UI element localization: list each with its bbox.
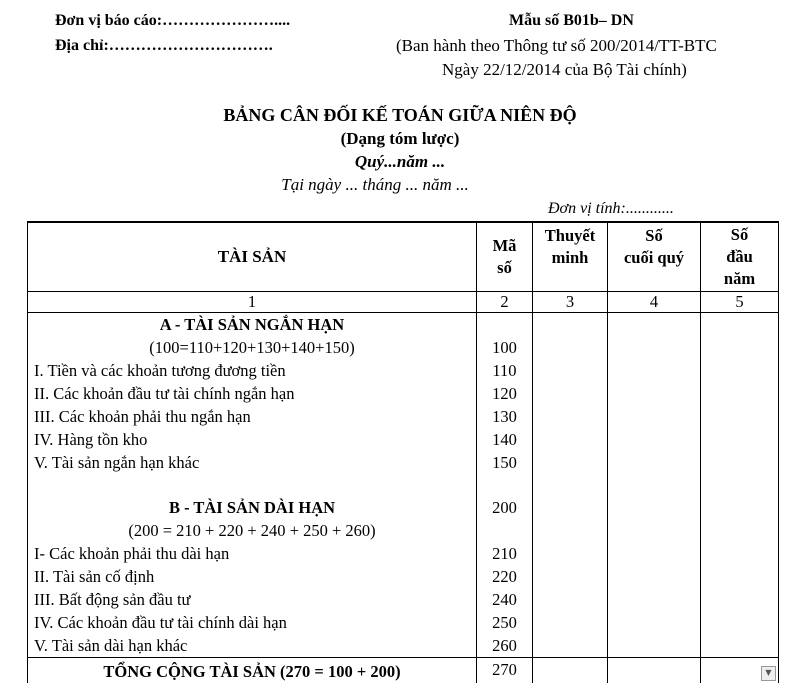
row-label: IV. Hàng tồn kho (28, 428, 477, 451)
row-value-cell (608, 382, 701, 405)
row-value-cell (701, 405, 779, 428)
row-code: 100 (477, 336, 533, 359)
row-value-cell (533, 313, 608, 337)
table-row (28, 565, 779, 588)
col-header-start-year-line: năm (723, 269, 756, 288)
table-row (28, 428, 779, 451)
row-value-cell (701, 359, 779, 382)
col-header-note (533, 222, 608, 292)
row-value-cell (608, 588, 701, 611)
table-row (28, 634, 779, 658)
column-number: 1 (28, 292, 477, 313)
col-header-code (477, 222, 533, 292)
row-label: II. Các khoản đầu tư tài chính ngắn hạn (28, 382, 477, 405)
row-code: 220 (477, 565, 533, 588)
row-value-cell (533, 474, 608, 496)
table-header-row (28, 222, 779, 292)
row-value-cell (701, 658, 779, 684)
row-code: 240 (477, 588, 533, 611)
col-header-end-quarter-line: cuối quý (623, 248, 685, 267)
row-value-cell (608, 565, 701, 588)
period-label: Quý...năm ... (354, 152, 446, 171)
chevron-down-icon[interactable]: ▼ (761, 666, 776, 681)
row-code: 110 (477, 359, 533, 382)
row-code (477, 519, 533, 542)
row-value-cell (608, 474, 701, 496)
row-value-cell (608, 611, 701, 634)
row-value-cell (608, 634, 701, 658)
table-row (28, 359, 779, 382)
col-header-start-year-line: đầu (726, 247, 753, 266)
row-value-cell (608, 658, 701, 684)
row-code: 120 (477, 382, 533, 405)
table-row (28, 496, 779, 519)
row-label: B - TÀI SẢN DÀI HẠN (28, 496, 477, 519)
row-label: II. Tài sản cố định (28, 565, 477, 588)
row-value-cell (701, 519, 779, 542)
row-value-cell (533, 565, 608, 588)
row-value-cell (608, 451, 701, 474)
document-subtitle: (Dạng tóm lược) (340, 129, 460, 148)
row-value-cell (701, 382, 779, 405)
column-number: 5 (701, 292, 779, 313)
col-header-code-line: số (497, 258, 512, 277)
table-row (28, 405, 779, 428)
row-label: IV. Các khoản đầu tư tài chính dài hạn (28, 611, 477, 634)
col-header-code-line: Mã (492, 236, 517, 255)
issued-by-line2: Ngày 22/12/2014 của Bộ Tài chính) (442, 60, 687, 79)
issued-by-line1: (Ban hành theo Thông tư số 200/2014/TT-BTC (396, 36, 717, 55)
row-value-cell (533, 519, 608, 542)
row-value-cell (701, 428, 779, 451)
row-code (477, 313, 533, 337)
col-header-end-quarter-line: Số (645, 226, 663, 245)
row-value-cell (533, 405, 608, 428)
row-value-cell (701, 336, 779, 359)
row-value-cell (533, 382, 608, 405)
row-value-cell (701, 542, 779, 565)
row-value-cell (533, 451, 608, 474)
document-title: BẢNG CÂN ĐỐI KẾ TOÁN GIỮA NIÊN ĐỘ (223, 105, 577, 125)
table-row (28, 542, 779, 565)
row-code: 250 (477, 611, 533, 634)
row-value-cell (701, 611, 779, 634)
col-header-assets: TÀI SẢN (28, 222, 477, 292)
total-row (28, 658, 779, 684)
row-value-cell (701, 588, 779, 611)
row-value-cell (701, 474, 779, 496)
row-label: (100=110+120+130+140+150) (28, 336, 477, 359)
row-value-cell (533, 428, 608, 451)
col-header-end-quarter (608, 222, 701, 292)
reporting-unit-label: Đơn vị báo cáo:………………….... (55, 12, 291, 29)
row-label (28, 474, 477, 496)
table-row (28, 611, 779, 634)
col-header-start-year-line: Số (730, 225, 749, 244)
row-label: V. Tài sản ngắn hạn khác (28, 451, 477, 474)
table-row (28, 336, 779, 359)
table-row (28, 382, 779, 405)
row-value-cell (608, 359, 701, 382)
row-value-cell (608, 405, 701, 428)
date-label: Tại ngày ... tháng ... năm ... (281, 175, 469, 194)
column-number: 3 (533, 292, 608, 313)
row-code: 270 (477, 658, 533, 684)
table-row (28, 451, 779, 474)
row-code: 260 (477, 634, 533, 658)
row-code: 210 (477, 542, 533, 565)
row-label: I. Tiền và các khoản tương đương tiền (28, 359, 477, 382)
row-value-cell (533, 496, 608, 519)
row-code: 150 (477, 451, 533, 474)
table-row (28, 519, 779, 542)
row-value-cell (608, 313, 701, 337)
row-value-cell (608, 428, 701, 451)
row-value-cell (701, 451, 779, 474)
row-value-cell (701, 565, 779, 588)
row-value-cell (701, 634, 779, 658)
row-value-cell (608, 496, 701, 519)
row-value-cell (533, 658, 608, 684)
column-number: 4 (608, 292, 701, 313)
row-label: III. Bất động sản đầu tư (28, 588, 477, 611)
row-label: A - TÀI SẢN NGẮN HẠN (28, 313, 477, 337)
table-row (28, 474, 779, 496)
table-row (28, 588, 779, 611)
table-row (28, 313, 779, 337)
row-value-cell (533, 588, 608, 611)
address-label: Địa chỉ:…………………………. (55, 37, 273, 54)
row-code: 130 (477, 405, 533, 428)
row-code: 140 (477, 428, 533, 451)
row-value-cell (608, 519, 701, 542)
column-number-row (28, 292, 779, 313)
row-label: III. Các khoản phải thu ngắn hạn (28, 405, 477, 428)
row-label: (200 = 210 + 220 + 240 + 250 + 260) (28, 519, 477, 542)
currency-unit-label: Đơn vị tính:............ (548, 200, 674, 217)
balance-sheet-table (27, 221, 779, 683)
row-value-cell (608, 336, 701, 359)
row-value-cell (533, 359, 608, 382)
row-value-cell (533, 611, 608, 634)
column-number: 2 (477, 292, 533, 313)
col-header-note-line: minh (551, 248, 589, 267)
row-value-cell (701, 313, 779, 337)
row-value-cell (533, 634, 608, 658)
row-label: V. Tài sản dài hạn khác (28, 634, 477, 658)
row-label: I- Các khoản phải thu dài hạn (28, 542, 477, 565)
form-number: Mẫu số B01b– DN (509, 12, 634, 29)
col-header-note-line: Thuyết (544, 226, 596, 245)
row-value-cell (533, 336, 608, 359)
row-value-cell (533, 542, 608, 565)
col-header-start-year (701, 222, 779, 292)
row-label: TỔNG CỘNG TÀI SẢN (270 = 100 + 200) (28, 658, 477, 684)
row-code (477, 474, 533, 496)
row-value-cell (608, 542, 701, 565)
row-code: 200 (477, 496, 533, 519)
row-value-cell (701, 496, 779, 519)
